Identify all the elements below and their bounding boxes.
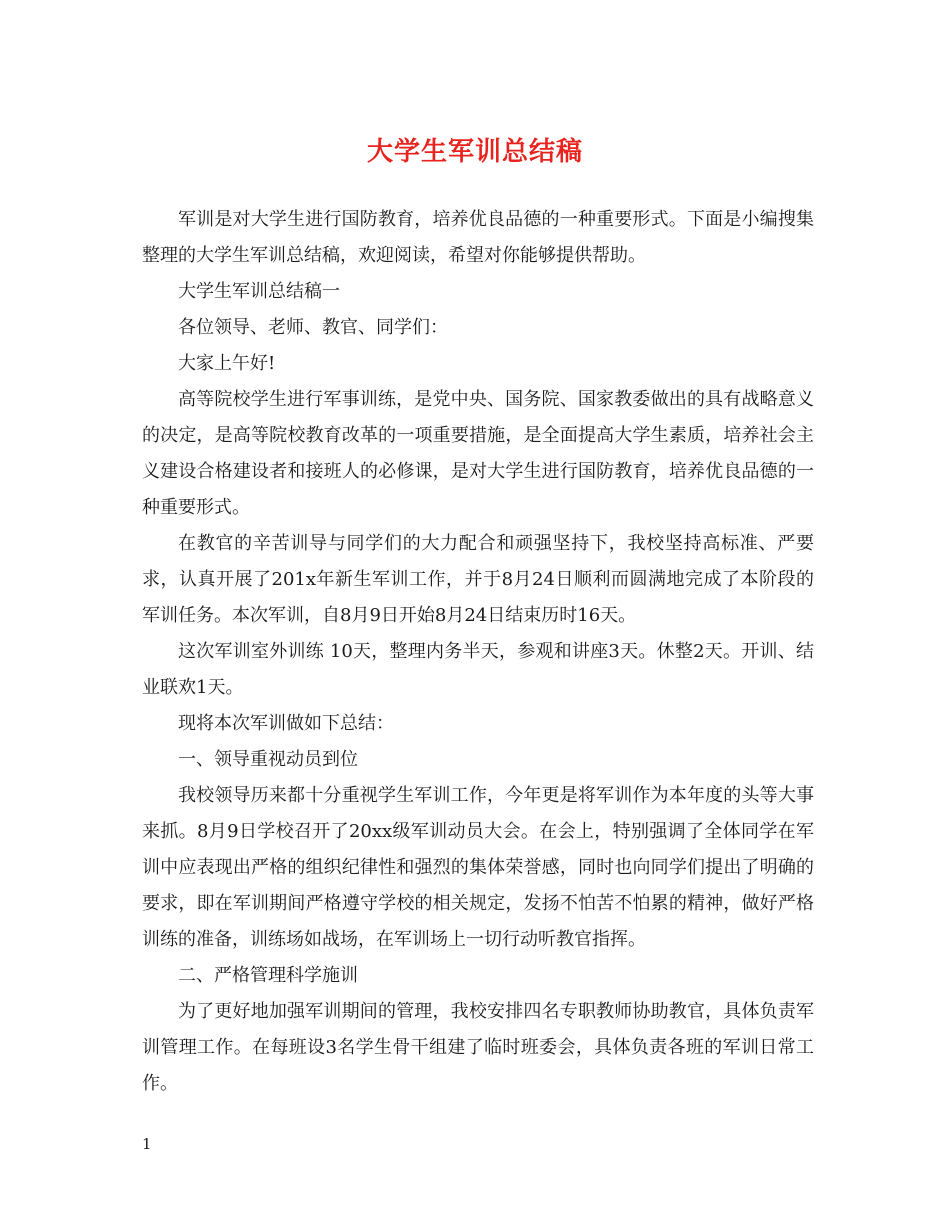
document-body bbox=[142, 202, 814, 1102]
page-number: 1 bbox=[142, 1135, 152, 1153]
paragraph-salutation: 各位领导、老师、教官、同学们： bbox=[178, 317, 448, 338]
paragraph-body: 现将本次军训做如下总结： bbox=[178, 713, 394, 734]
document-title: 大学生军训总结稿 bbox=[366, 137, 583, 167]
paragraph-body: 在教官的辛苦训导与同学们的大力配合和顽强坚持下，我校坚持高标准、严要求，认真开展了201x年新生军训工作，并于8月24日顺利而圆满地完成了本阶段的军训任务。本次军训，自8月9日开始8月24日结束历时16天。 bbox=[142, 533, 814, 626]
paragraph-body: 高等院校学生进行军事训练，是党中央、国务院、国家教委做出的具有战略意义的决定，是高等院校教育改革的一项重要措施，是全面提高大学生素质，培养社会主义建设合格建设者和接班人的必修课，是对大学生进行国防教育，培养优良品德的一种重要形式。 bbox=[142, 389, 814, 518]
paragraph-subheading: 二、严格管理科学施训 bbox=[178, 965, 358, 986]
paragraph-subheading: 一、领导重视动员到位 bbox=[178, 749, 358, 770]
paragraph-body: 为了更好地加强军训期间的管理，我校安排四名专职教师协助教官，具体负责军训管理工作。在每班设3名学生骨干组建了临时班委会，具体负责各班的军训日常工作。 bbox=[142, 1001, 814, 1094]
paragraph-greeting: 大家上午好! bbox=[178, 353, 276, 374]
paragraph-body: 我校领导历来都十分重视学生军训工作，今年更是将军训作为本年度的头等大事来抓。8月9日学校召开了20xx级军训动员大会。在会上，特别强调了全体同学在军训中应表现出严格的组织纪律性和强烈的集体荣誉感，同时也向同学们提出了明确的要求，即在军训期间严格遵守学校的相关规定，发扬不怕苦不怕累的精神，做好严格训练的准备，训练场如战场，在军训场上一切行动听教官指挥。 bbox=[142, 785, 814, 950]
paragraph-body: 这次军训室外训练 10天，整理内务半天，参观和讲座3天。休整2天。开训、结业联欢1天。 bbox=[142, 641, 814, 698]
paragraph-section-heading: 大学生军训总结稿一 bbox=[178, 281, 340, 302]
paragraph-intro: 军训是对大学生进行国防教育，培养优良品德的一种重要形式。下面是小编搜集整理的大学生军训总结稿，欢迎阅读，希望对你能够提供帮助。 bbox=[142, 209, 814, 266]
